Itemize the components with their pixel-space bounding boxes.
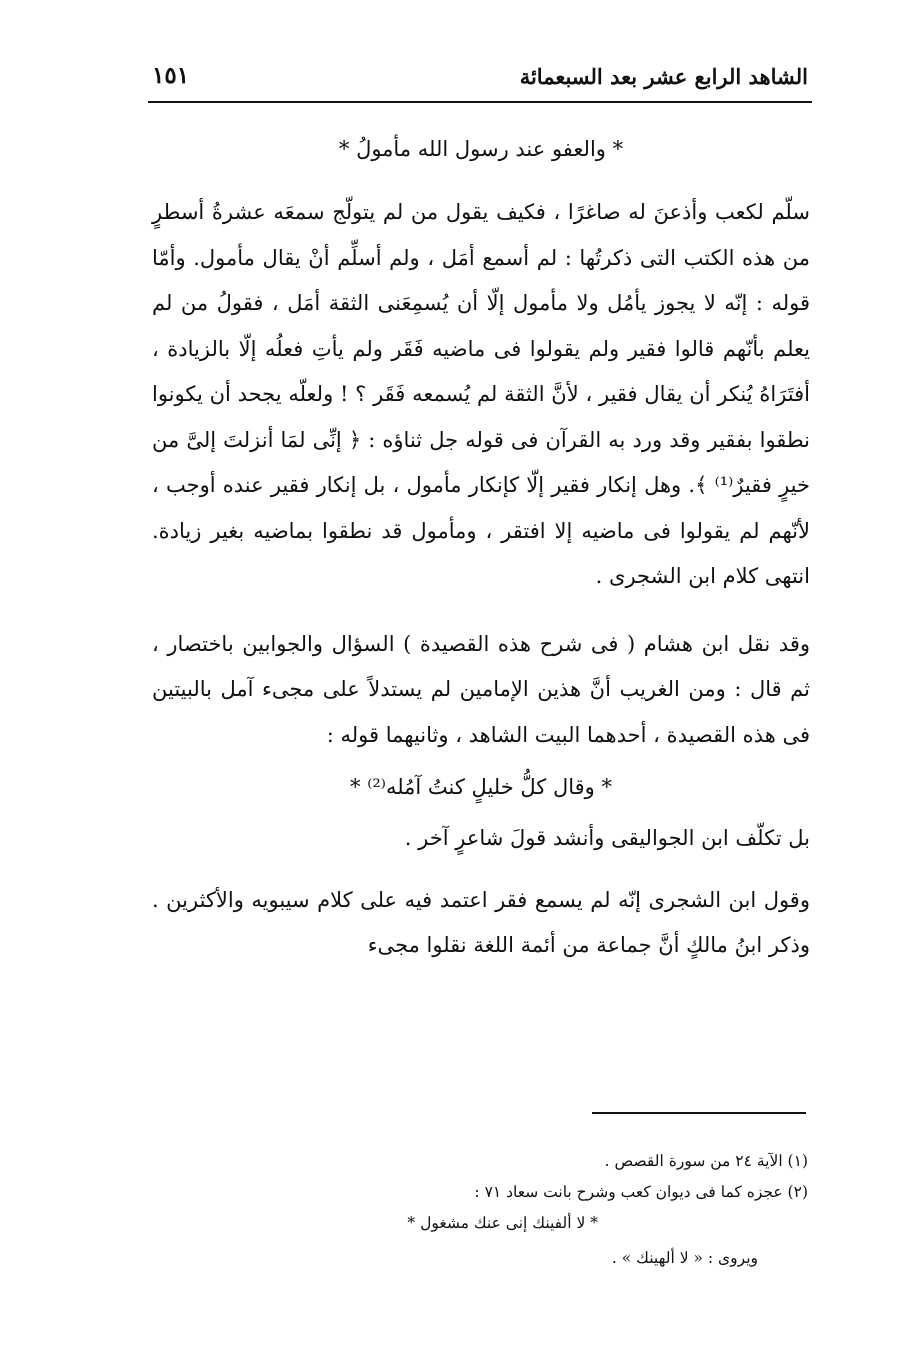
footnote-2-variant: ويروى : « لا ألهينك » . <box>611 1249 758 1267</box>
page-body <box>152 120 810 969</box>
footnotes <box>108 1146 808 1274</box>
footnote-separator <box>592 1112 806 1114</box>
footnote-2: (٢) عجزه كما فى ديوان كعب وشرح بانت سعاد ٧١ : <box>474 1183 808 1201</box>
paragraph-4: وقول ابن الشجرى إنّه لم يسمع فقر اعتمد فيه على كلام سيبويه والأكثرين . وذكر ابنُ مالكٍ أنَّ جماعة من أئمة اللغة نقلوا مجىء <box>152 887 810 957</box>
paragraph-3: بل تكلّف ابن الجواليقى وأنشد قولَ شاعرٍ آخر . <box>404 826 810 850</box>
page-number: ١٥١ <box>152 62 190 89</box>
footnote-1: (١) الآية ٢٤ من سورة القصص . <box>604 1152 808 1170</box>
verse-line-1: * والعفو عند رسول الله مأمولُ * <box>338 137 624 161</box>
paragraph-1: سلّم لكعب وأذعنَ له صاغرًا ، فكيف يقول من لم يتولّج سمعَه عشرةُ أسطرٍ من هذه الكتب التى ذكرتُها : لم أسمع أمَل ، ولم أسلِّم أنْ يقال مأمول. وأمّا قوله : إنّه لا يجوز يأمُل ولا مأمول إلّا أن يُسمِعَنى الثقة أمَل ، فقولُ من لم يعلم بأنّهم قالوا فقير ولم يقولوا فى ماضيه فَقَر ولم يأتِ فعلُه إلّا بالزيادة ، أفتَرَاهُ يُنكر أن يقال فقير ، لأنَّ الثقة لم يُسمعه فَقَر ؟ ! ولعلّه يجحد أن يكونوا نطقوا بفقير وقد ورد به القرآن فى قوله جل ثناؤه : ﴿ إنِّى لمَا أنزلتَ إلىَّ من خيرٍ فقيرٌ⁽¹⁾ ﴾. وهل إنكار فقير إلّا كإنكار مأمول ، بل إنكار فقير عنده أوجب ، لأنّهم لم يقولوا فى ماضيه إلا افتقر ، ومأمول قد نطقوا بماضيه بغير زيادة. انتهى كلام ابن الشجرى . <box>152 200 810 588</box>
running-header-title: الشاهد الرابع عشر بعد السبعمائة <box>519 64 808 89</box>
header-rule <box>148 101 812 103</box>
paragraph-2: وقد نقل ابن هشام ( فى شرح هذه القصيدة ) السؤال والجوابين باختصار ، ثم قال : ومن الغريب أنَّ هذين الإمامين لم يستدلاً على مجىء آمل بالبيتين فى هذه القصيدة ، أحدهما البيت الشاهد ، وثانيهما قوله : <box>152 631 810 747</box>
footnote-2-verse: * لا ألفينك إنى عنك مشغول * <box>407 1214 598 1232</box>
verse-line-2: * وقال كلُّ خليلٍ كنتُ آمُله⁽²⁾ * <box>350 775 612 799</box>
